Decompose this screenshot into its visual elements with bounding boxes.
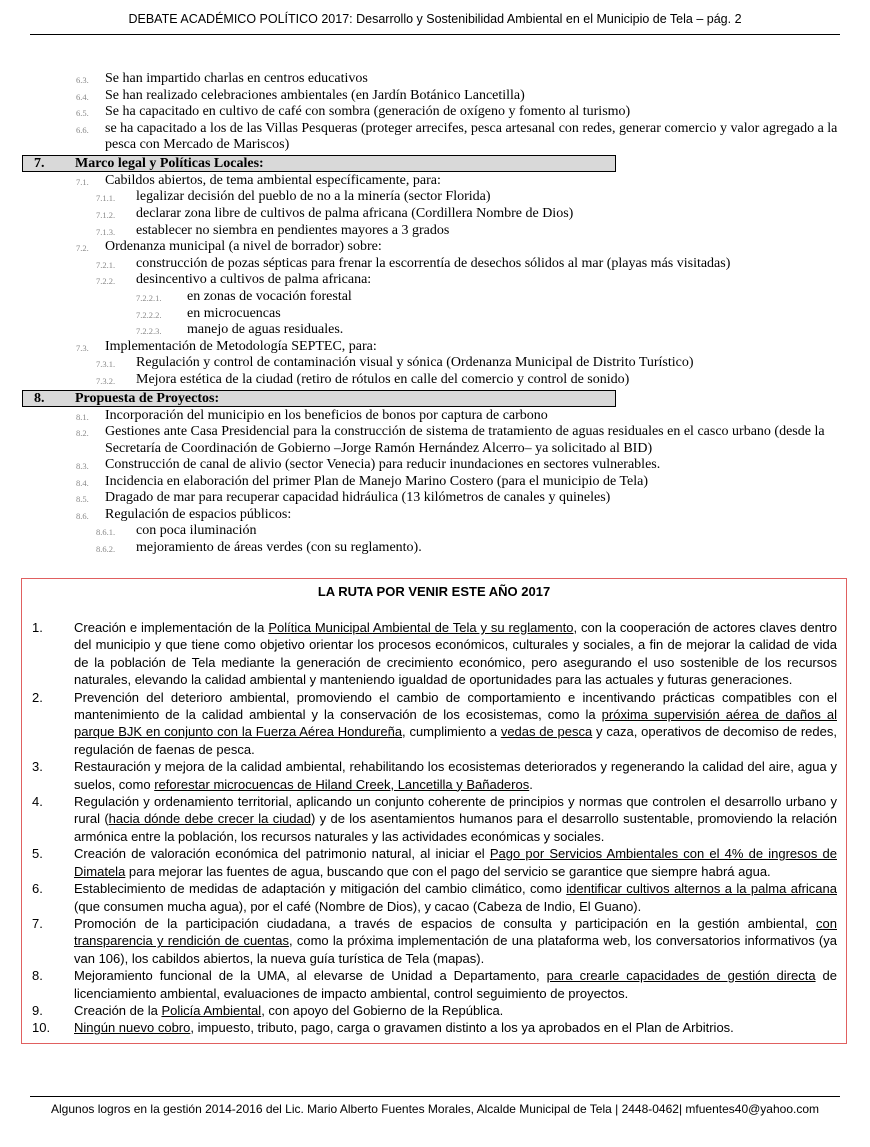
item-number: 8.6.1.: [96, 527, 116, 538]
outline-item: [0, 322, 870, 339]
item-text: Dragado de mar para recuperar capacidad hidráulica (13 kilómetros de canales y quineles): [105, 490, 611, 506]
list-item: [22, 689, 846, 759]
item-number: 7.1.1.: [96, 193, 116, 204]
item-number: 8.5.: [76, 494, 89, 505]
outline-item: [0, 239, 870, 256]
item-number: 7.2.1.: [96, 259, 116, 270]
item-number: 8.4.: [76, 477, 89, 488]
item-text: Regulación y ordenamiento territorial, aplicando un conjunto coherente de principios y normas que controlen el desarrollo urbano y rural (hacia dónde debe crecer la ciudad) y de los asentamientos humanos para el desarrollo sustentable, promoviendo la relación armónica entre la población, los recursos naturales y las actividades económicas y sociales.: [74, 794, 837, 844]
outline-item: [0, 189, 870, 206]
page-footer: Algunos logros en la gestión 2014-2016 del Lic. Mario Alberto Fuentes Morales, Alcalde Municipal de Tela | 2448-0462| mfuentes40@yahoo.com: [51, 1102, 819, 1116]
list-item: [22, 967, 846, 1002]
section-heading-7: [0, 155, 870, 172]
item-number: 8.: [32, 968, 43, 984]
ruta-list: [22, 619, 846, 1037]
list-item: [22, 1019, 846, 1036]
list-item: [22, 1002, 846, 1019]
item-text: se ha capacitado a los de las Villas Pesqueras (proteger arrecifes, pesca artesanal con redes, generar comercio y valor agregado a la pesca con Mercado de Mariscos): [105, 120, 838, 153]
item-text: Se han realizado celebraciones ambientales (en Jardín Botánico Lancetilla): [105, 87, 525, 103]
outline-item: [0, 540, 870, 557]
item-text: Regulación y control de contaminación visual y sónica (Ordenanza Municipal de Distrito Turístico): [136, 355, 694, 371]
item-number: 7.1.: [76, 176, 89, 187]
outline-item: [0, 256, 870, 273]
outline-item: [0, 490, 870, 507]
item-text: Establecimiento de medidas de adaptación y mitigación del cambio climático, como identificar cultivos alternos a la palma africana (que consumen mucha agua), por el café (Nombre de Dios), y cacao (Cabeza de Indio, El Guano).: [74, 881, 837, 914]
item-number: 8.6.: [76, 510, 89, 521]
list-item: [22, 619, 846, 689]
item-number: 5.: [32, 846, 43, 862]
outline-item: [0, 306, 870, 323]
outline-item: [0, 408, 870, 425]
outline-item: [0, 206, 870, 223]
outline-item: [0, 372, 870, 389]
section-title: Marco legal y Políticas Locales:: [75, 155, 264, 171]
item-number: 7.2.2.: [96, 276, 116, 287]
item-text: con poca iluminación: [136, 523, 257, 539]
item-text: Construcción de canal de alivio (sector Venecia) para reducir inundaciones en sectores vulnerables.: [105, 457, 661, 473]
item-number: 7.2.2.2.: [136, 309, 162, 320]
item-text: Creación e implementación de la Política Municipal Ambiental de Tela y su reglamento, con la cooperación de actores claves dentro del municipio y que tiene como objetivo orientar los procesos económicos, culturales y sociales, a fin de mejorar la calidad de vida de la población de Tela mediante la generación de crecimiento económico, pero asegurando el uso sostenible de los recursos naturales, elevando la calidad ambiental y manteniendo igualdad de oportunidades para las actuales y futuras generaciones.: [74, 620, 837, 688]
outline-item: [0, 223, 870, 240]
outline-item: [0, 457, 870, 474]
item-number: 6.: [32, 881, 43, 897]
item-number: 8.2.: [76, 428, 89, 439]
item-number: 7.: [32, 915, 43, 931]
outline-item: [0, 339, 870, 356]
list-item: [22, 758, 846, 793]
outline-item: [0, 121, 870, 154]
outline-item: [0, 272, 870, 289]
section-title: Propuesta de Proyectos:: [75, 390, 220, 406]
item-text: Incidencia en elaboración del primer Plan de Manejo Marino Costero (para el municipio de Tela): [105, 473, 649, 489]
item-number: 6.4.: [76, 91, 89, 102]
outline: [0, 71, 870, 557]
item-number: 4.: [32, 794, 43, 810]
item-number: 8.1.: [76, 411, 89, 422]
outline-item: [0, 104, 870, 121]
item-number: 7.1.3.: [96, 226, 116, 237]
item-text: Promoción de la participación ciudadana, a través de espacios de consulta y participación en la gestión ambiental, con transparencia y rendición de cuentas, como la próxima implementación de una plataforma web, los conversatorios informativos (ya van 106), los cabildos abiertos, la nueva guía turística de Tela (mapas).: [74, 915, 837, 966]
item-text: legalizar decisión del pueblo de no a la minería (sector Florida): [136, 189, 491, 205]
item-number: 9.: [32, 1002, 43, 1018]
outline-item: [0, 289, 870, 306]
item-number: 7.2.2.1.: [136, 292, 162, 303]
outline-item: [0, 523, 870, 540]
item-number: 1.: [32, 620, 43, 635]
item-text: Cabildos abiertos, de tema ambiental específicamente, para:: [105, 172, 441, 188]
item-text: Se han impartido charlas en centros educativos: [105, 71, 368, 86]
page-header: DEBATE ACADÉMICO POLÍTICO 2017: Desarrollo y Sostenibilidad Ambiental en el Municipio de Tela – pág. 2: [128, 12, 742, 26]
item-text: Incorporación del municipio en los beneficios de bonos por captura de carbono: [105, 407, 548, 423]
item-text: en microcuencas: [187, 305, 281, 321]
item-text: declarar zona libre de cultivos de palma africana (Cordillera Nombre de Dios): [136, 205, 574, 221]
list-item: [22, 793, 846, 845]
outline-item: [0, 173, 870, 190]
item-text: Implementación de Metodología SEPTEC, para:: [105, 338, 377, 354]
footer-rule: [30, 1096, 840, 1097]
item-number: 10.: [32, 1020, 51, 1036]
item-text: mejoramiento de áreas verdes (con su reglamento).: [136, 540, 422, 556]
item-number: 7.1.2.: [96, 209, 116, 220]
item-text: Mejora estética de la ciudad (retiro de rótulos en calle del comercio y control de sonido): [136, 371, 630, 387]
item-number: 8.6.2.: [96, 544, 116, 555]
item-text: desincentivo a cultivos de palma africana:: [136, 272, 372, 288]
item-number: 6.5.: [76, 108, 89, 119]
item-text: en zonas de vocación forestal: [187, 288, 352, 304]
section-heading-8: [0, 390, 870, 407]
item-text: construcción de pozas sépticas para frenar la escorrentía de desechos sólidos al mar (playas más visitadas): [136, 255, 731, 271]
list-item: [22, 880, 846, 915]
item-text: establecer no siembra en pendientes mayores a 3 grados: [136, 222, 450, 238]
item-number: 6.3.: [76, 75, 89, 85]
header-rule: [30, 34, 840, 35]
item-number: 7.3.2.: [96, 375, 116, 386]
item-number: 8.3.: [76, 461, 89, 472]
ruta-box: [21, 578, 847, 1044]
item-text: Creación de la Policía Ambiental, con apoyo del Gobierno de la República.: [74, 1002, 504, 1018]
outline-item: [0, 355, 870, 372]
item-number: 6.6.: [76, 124, 89, 135]
list-item: [22, 845, 846, 880]
item-number: 2.: [32, 689, 43, 705]
item-text: manejo de aguas residuales.: [187, 322, 344, 338]
list-item: [22, 915, 846, 967]
section-number: 8.: [34, 390, 45, 406]
ruta-title: LA RUTA POR VENIR ESTE AÑO 2017: [317, 584, 551, 599]
item-text: Ordenanza municipal (a nivel de borrador) sobre:: [105, 239, 382, 255]
item-number: 7.2.2.3.: [136, 326, 162, 337]
section-number: 7.: [34, 155, 45, 171]
outline-item: [0, 474, 870, 491]
item-text: Se ha capacitado en cultivo de café con sombra (generación de oxígeno y fomento al turismo): [105, 104, 631, 120]
item-text: Ningún nuevo cobro, impuesto, tributo, pago, carga o gravamen distinto a los ya aprobados en el Plan de Arbitrios.: [74, 1020, 734, 1036]
item-text: Creación de valoración económica del patrimonio natural, al iniciar el Pago por Servicios Ambientales con el 4% de ingresos de Dimatela para mejorar las fuentes de agua, buscando que con el pago del servicio se garantice que siempre habrá agua.: [74, 846, 838, 879]
item-number: 7.3.1.: [96, 359, 116, 370]
item-text: Mejoramiento funcional de la UMA, al elevarse de Unidad a Departamento, para crearle capacidades de gestión directa de licenciamiento ambiental, evaluaciones de impacto ambiental, control seguimiento de proyectos.: [74, 968, 837, 1001]
item-number: 3.: [32, 759, 43, 775]
outline-item: [0, 507, 870, 524]
outline-item: [0, 88, 870, 105]
item-text: Gestiones ante Casa Presidencial para la construcción de sistema de tratamiento de aguas residuales en el casco urbano (desde la Secretaría de Coordinación de Gobierno –Jorge Ramón Hernández Alcerro– ya solicitado al BID): [105, 424, 825, 456]
item-text: Restauración y mejora de la calidad ambiental, rehabilitando los ecosistemas deteriorados y regenerando la calidad del aire, agua y suelos, como reforestar microcuencas de Hiland Creek, Lancetilla y Bañaderos.: [74, 759, 837, 792]
outline-item: [0, 71, 870, 88]
item-number: 7.2.: [76, 243, 89, 254]
item-text: Regulación de espacios públicos:: [105, 506, 292, 522]
outline-item: [0, 424, 870, 457]
item-text: Prevención del deterioro ambiental, promoviendo el cambio de comportamiento e incentivando prácticas compatibles con el mantenimiento de la calidad ambiental y la conservación de los ecosistemas, como la próxima supervisión aérea de daños al parque BJK en conjunto con la Fuerza Aérea Hondureña, cumplimiento a vedas de pesca y caza, operativos de decomiso de redes, regulación de faenas de pesca.: [74, 689, 837, 757]
item-number: 7.3.: [76, 342, 89, 353]
